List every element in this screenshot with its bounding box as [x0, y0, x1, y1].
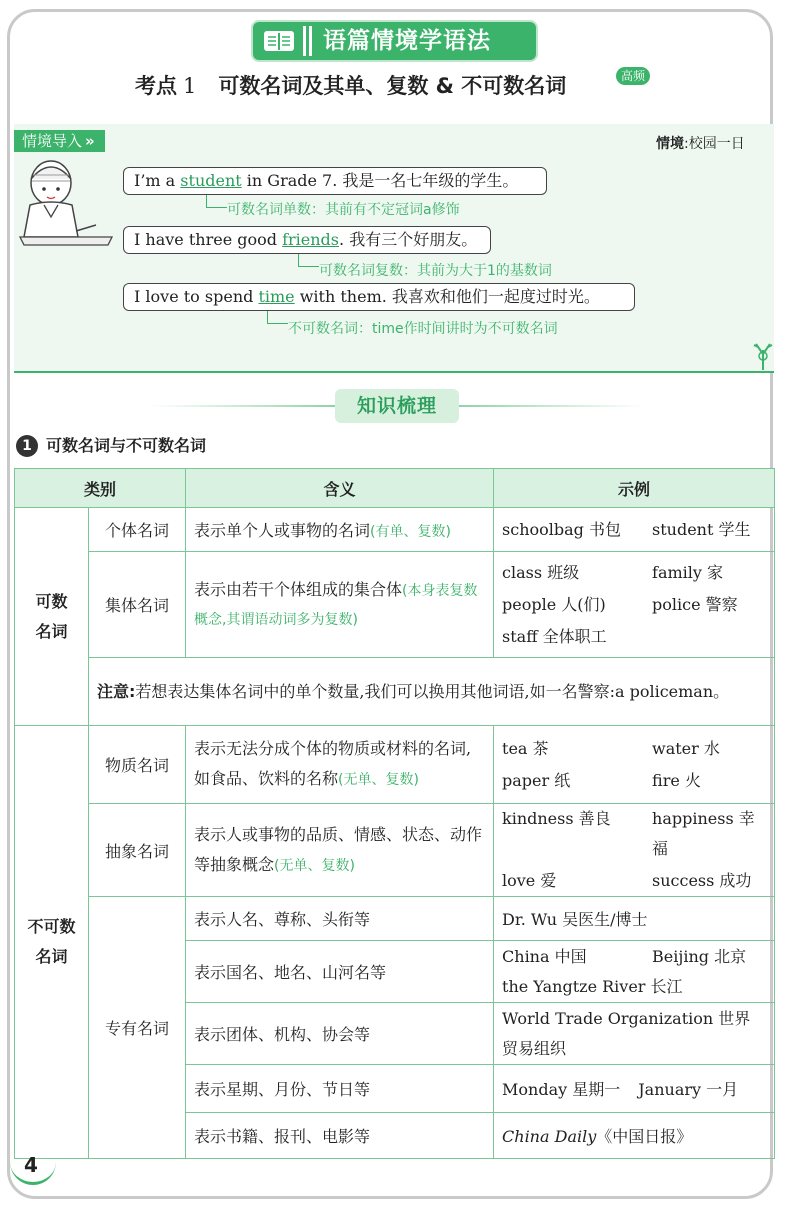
- kaodian-heading: [135, 70, 566, 100]
- sentence-text: I’m a: [134, 171, 181, 190]
- banner-divider: [303, 26, 306, 56]
- highlight-word: time: [258, 287, 295, 306]
- example-text: the Yangtze River 长江: [502, 976, 683, 996]
- material-noun-label: 物质名词: [89, 726, 186, 804]
- example-text: schoolbag 书包: [502, 519, 621, 539]
- header-category: 类别: [15, 469, 186, 508]
- scene-tag: [14, 130, 105, 152]
- proper-noun-meaning: 表示星期、月份、节日等: [186, 1065, 494, 1113]
- scene-label: [656, 133, 745, 153]
- meaning-text: 表示单个人或事物的名词: [194, 521, 371, 540]
- note-text: 若想表达集体名词中的单个数量,我们可以换用其他词语,如一名警察:a policeman。: [135, 681, 730, 701]
- collective-noun-label: 集体名词: [89, 552, 186, 658]
- example-text: love 爱: [502, 871, 557, 890]
- example-text: 《中国日报》: [596, 1127, 693, 1146]
- example-text: Beijing 北京: [652, 946, 747, 966]
- material-noun-meaning: [186, 726, 494, 804]
- example-text: Monday 星期一: [502, 1080, 621, 1099]
- proper-noun-example: [494, 941, 775, 1003]
- proper-noun-meaning: 表示团体、机构、协会等: [186, 1003, 494, 1065]
- grammar-note-3: 不可数名词：time作时间讲时为不可数名词: [288, 321, 558, 337]
- kaodian-label: 考点: [135, 74, 177, 98]
- section-title: 知识梳理: [335, 389, 459, 423]
- example-text: class 班级: [502, 562, 580, 582]
- abstract-noun-meaning: [186, 804, 494, 897]
- meaning-text: 表示人或事物的品质、情感、状态、动作等抽象概念: [194, 824, 483, 874]
- example-text: police 警察: [652, 594, 738, 614]
- example-text: happiness 幸福: [652, 809, 755, 858]
- proper-noun-example: Dr. Wu 吴医生/博士: [494, 897, 775, 941]
- collective-note: [89, 658, 775, 726]
- scene-label-text: :校园一日: [684, 136, 745, 152]
- individual-noun-meaning: [186, 508, 494, 552]
- meaning-hint: (有单、复数): [370, 524, 451, 540]
- material-noun-examples: [494, 726, 775, 804]
- sentence-text: I love to spend: [134, 287, 259, 306]
- header-meaning: 含义: [186, 469, 494, 508]
- speech-bubble-2: [123, 226, 491, 254]
- deer-decoration-icon: [752, 336, 774, 370]
- example-text: fire 火: [652, 770, 701, 790]
- meaning-hint: (本身表复数概念,其谓语动词多为复数): [194, 582, 478, 628]
- banner-title: 语篇情境学语法: [323, 28, 491, 54]
- category-countable-label: 可数名词: [35, 591, 68, 641]
- subsection-number: 1: [16, 435, 38, 457]
- proper-noun-meaning: 表示国名、地名、山河名等: [186, 941, 494, 1003]
- proper-noun-label: 专有名词: [89, 897, 186, 1159]
- proper-noun-example: [494, 1065, 775, 1113]
- sentence-text: with them. 我喜欢和他们一起度过时光。: [294, 287, 600, 306]
- noun-table: [14, 468, 775, 1159]
- kaodian-title: 可数名词及其单、复数 & 不可数名词: [218, 74, 567, 98]
- speech-bubble-3: [123, 283, 635, 311]
- grammar-note-2: 可数名词复数：其前为大于1的基数词: [319, 263, 552, 279]
- highlight-word: student: [180, 171, 242, 190]
- page-number: 4: [24, 1153, 38, 1177]
- example-text: success 成功: [652, 871, 752, 890]
- section-divider-right: [459, 405, 644, 407]
- category-uncountable: [15, 726, 89, 1159]
- header-banner: [253, 22, 536, 60]
- sentence-text: . 我有三个好朋友。: [339, 230, 478, 249]
- sentence-text: I have three good: [134, 230, 283, 249]
- connector-line: [206, 195, 227, 208]
- individual-noun-label: 个体名词: [89, 508, 186, 552]
- example-text: kindness 善良: [502, 809, 611, 828]
- example-text: student 学生: [652, 519, 751, 539]
- double-chevron-icon: »: [85, 132, 95, 150]
- example-text: January 一月: [638, 1080, 739, 1099]
- frequency-badge: 高频: [616, 67, 650, 85]
- example-text: paper 纸: [502, 770, 571, 790]
- example-text: staff 全体职工: [502, 626, 607, 646]
- book-icon: [263, 29, 295, 53]
- collective-noun-meaning: [186, 552, 494, 658]
- individual-noun-examples: [494, 508, 775, 552]
- example-text: people 人(们): [502, 594, 606, 614]
- scene-label-bold: 情境: [656, 136, 684, 152]
- grammar-note-1: 可数名词单数：其前有不定冠词a修饰: [227, 202, 460, 218]
- example-text: water 水: [652, 738, 720, 758]
- proper-noun-meaning: 表示人名、尊称、头衔等: [186, 897, 494, 941]
- example-text: family 家: [652, 562, 724, 582]
- header-example: 示例: [494, 469, 775, 508]
- proper-noun-example: [494, 1113, 775, 1159]
- category-countable: [15, 508, 89, 726]
- section-divider-left: [150, 405, 335, 407]
- meaning-text: 表示无法分成个体的物质或材料的名词,如食品、饮料的名称: [194, 739, 472, 788]
- scene-tag-label: 情境导入: [22, 132, 83, 150]
- example-text: tea 茶: [502, 738, 549, 758]
- example-text: China Daily: [502, 1127, 597, 1146]
- student-illustration-icon: [16, 155, 116, 255]
- meaning-text: 表示由若干个体组成的集合体: [194, 579, 403, 599]
- example-text: China 中国: [502, 946, 587, 966]
- connector-line: [267, 311, 288, 324]
- proper-noun-example: World Trade Organization 世界贸易组织: [494, 1003, 775, 1065]
- speech-bubble-1: [123, 167, 547, 195]
- kaodian-number: 1: [183, 74, 197, 98]
- proper-noun-meaning: 表示书籍、报刊、电影等: [186, 1113, 494, 1159]
- meaning-hint: (无单、复数): [274, 857, 355, 874]
- banner-divider: [309, 26, 312, 56]
- abstract-noun-label: 抽象名词: [89, 804, 186, 897]
- category-uncountable-label: 不可数名词: [27, 917, 76, 966]
- subsection-title: 可数名词与不可数名词: [46, 436, 207, 455]
- meaning-hint: (无单、复数): [338, 772, 419, 788]
- collective-noun-examples: [494, 552, 775, 658]
- connector-line: [298, 254, 319, 267]
- abstract-noun-examples: [494, 804, 775, 897]
- highlight-word: friends: [282, 230, 340, 249]
- sentence-text: in Grade 7. 我是一名七年级的学生。: [241, 171, 519, 190]
- note-label: 注意:: [97, 681, 136, 701]
